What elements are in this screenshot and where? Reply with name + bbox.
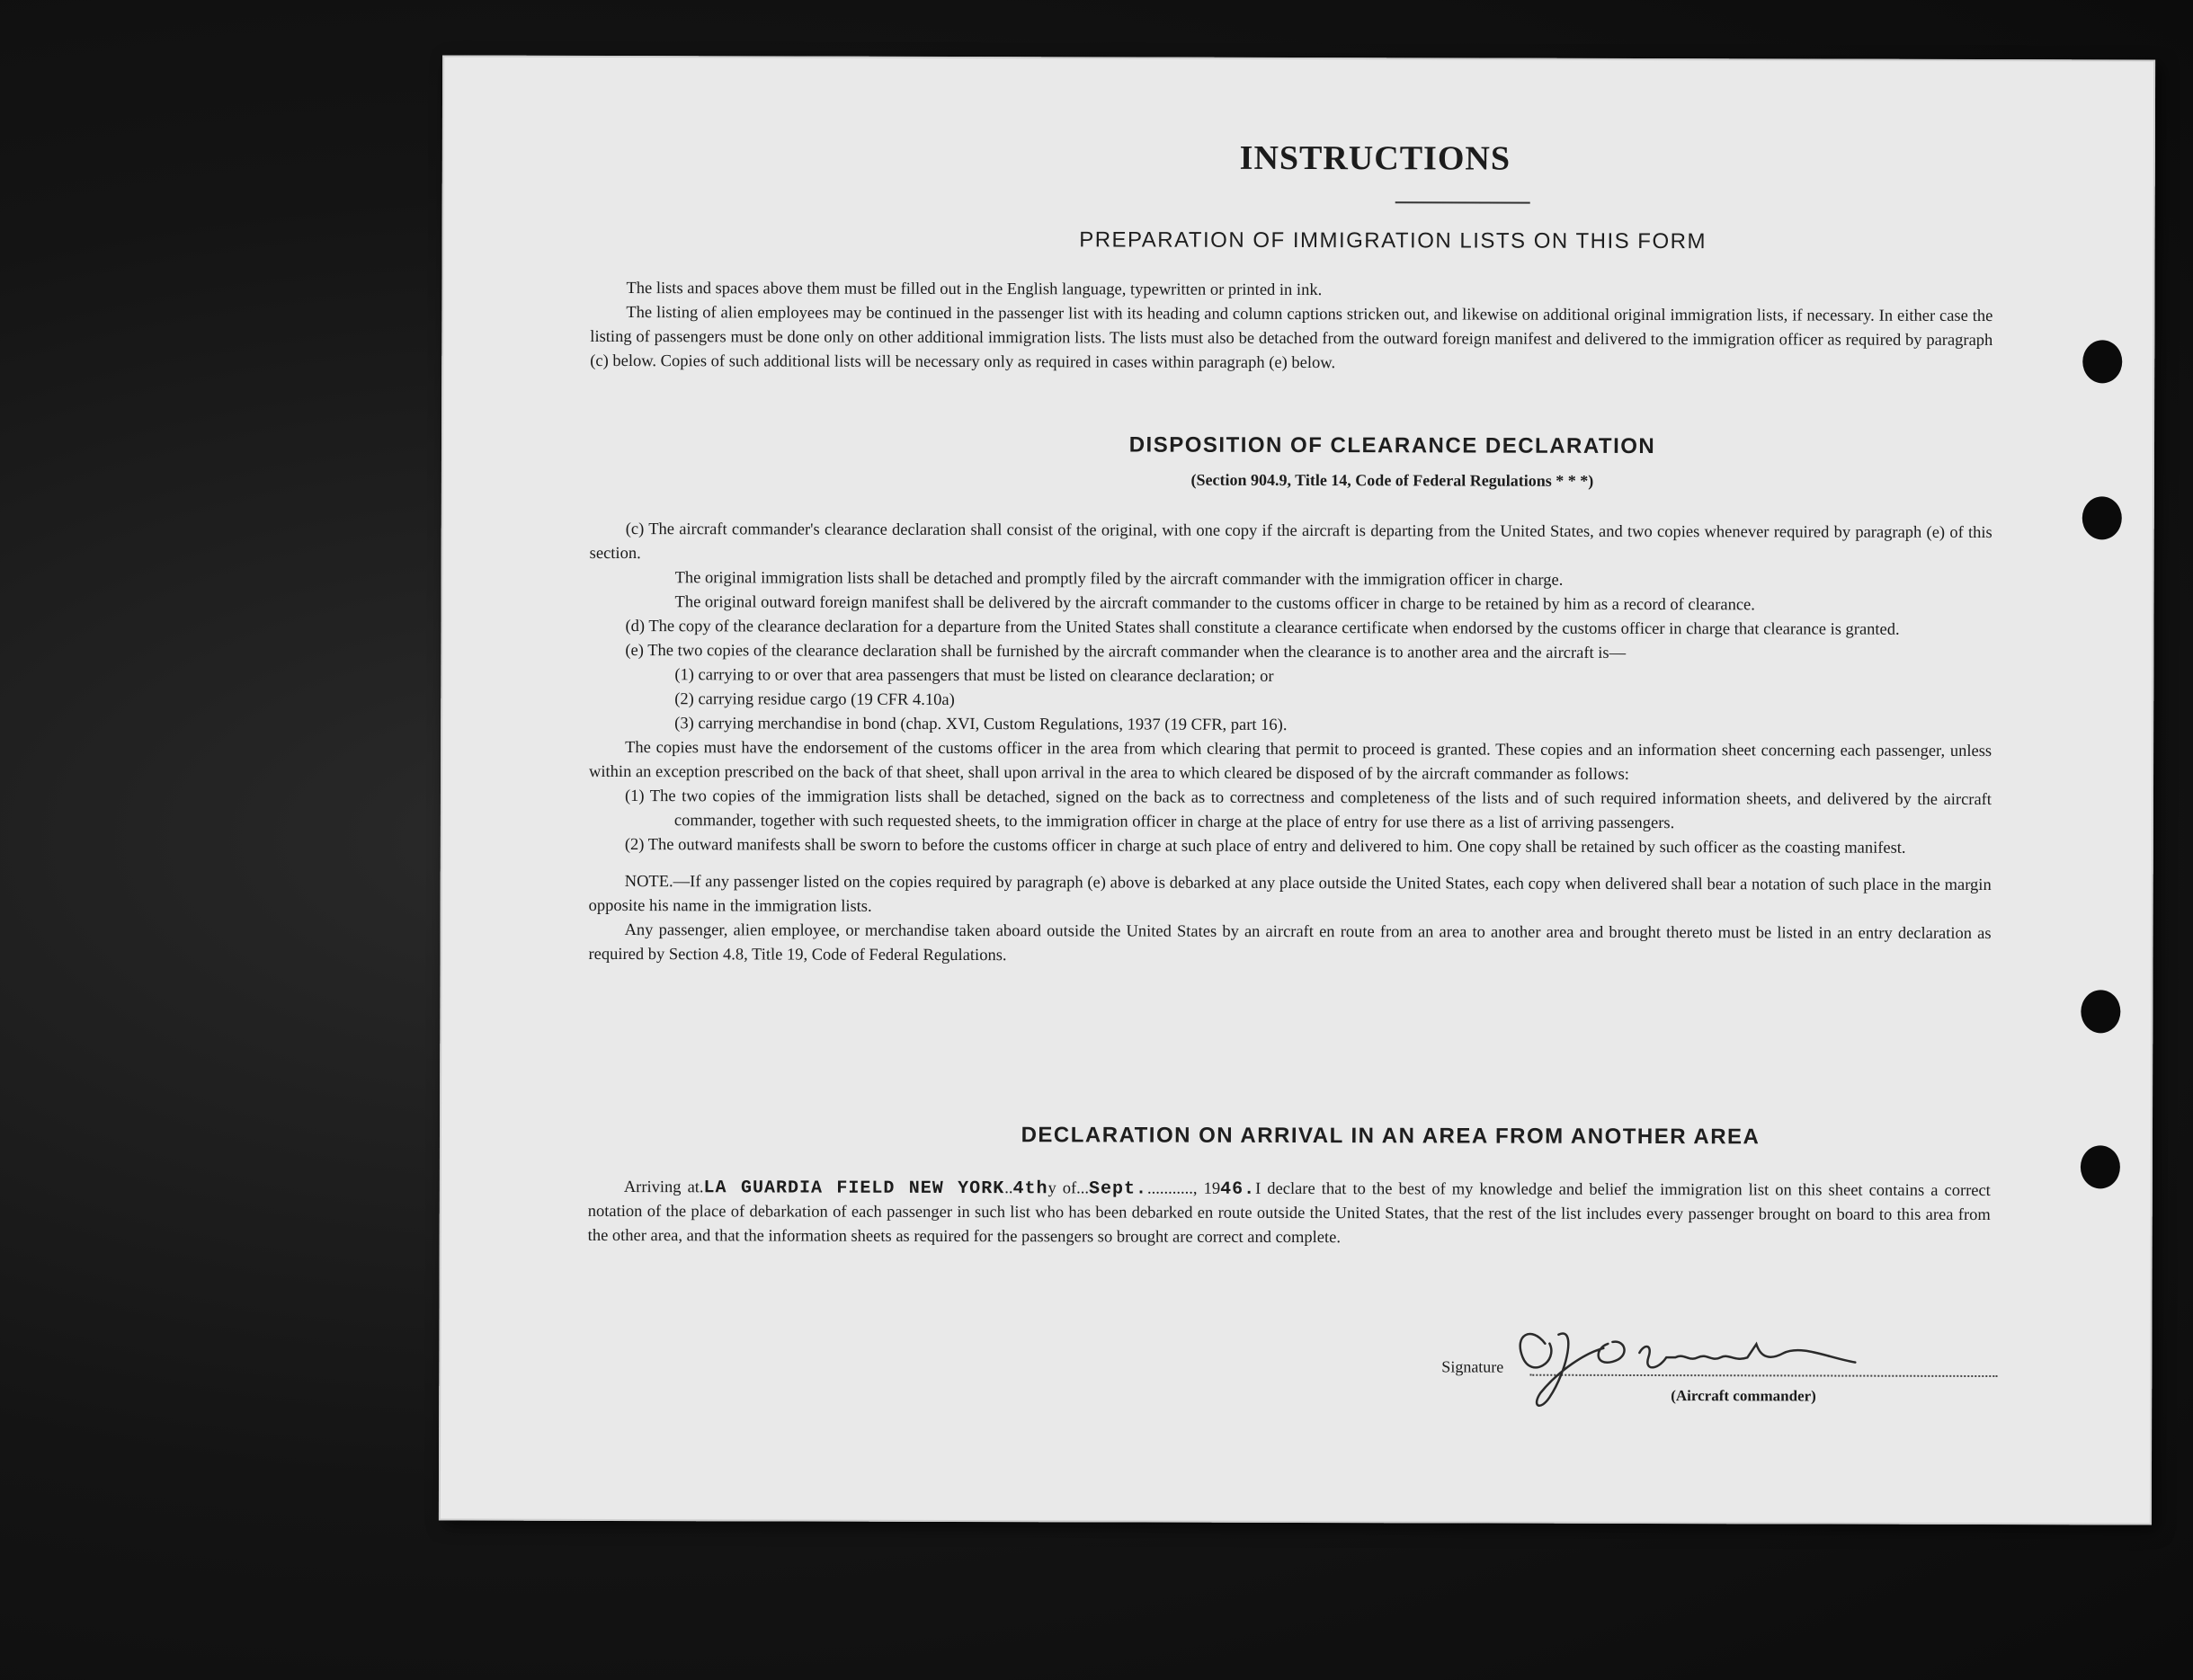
- section-disposition: [588, 518, 1992, 971]
- heading-preparation: PREPARATION OF IMMIGRATION LISTS ON THIS FORM: [1079, 227, 1707, 254]
- arrival-declaration: Arriving at.LA GUARDIA FIELD NEW YORK..4thy of...Sept............, 1946.I declare that to the best of my knowledge and belief the immigration list on this sheet contains a correct notation of the place of debarkation of each passenger in such list who has been debarked en route outside the United States, that the rest of the list includes every passenger brought on board to this area from the other area, and that the information sheets as required for the passengers so brought are correct and complete.: [587, 1178, 1991, 1248]
- paragraph: The lists and spaces above them must be filled out in the English language, typewritten or printed in ink.: [626, 280, 1323, 300]
- signature-role: (Aircraft commander): [1671, 1387, 1816, 1405]
- paragraph-c2: The original outward foreign manifest shall be delivered by the aircraft commander to the customs officer in charge to be retained by him as a record of clearance.: [674, 593, 1755, 615]
- arrival-place: LA GUARDIA FIELD NEW YORK: [703, 1178, 1005, 1200]
- title-underline: [1395, 201, 1530, 203]
- arrival-day-suffix: y of...: [1047, 1179, 1090, 1198]
- arrival-dots: ...........: [1147, 1179, 1193, 1198]
- handwritten-signature: [1459, 1307, 1873, 1425]
- paragraph-copies: The copies must have the endorsement of the customs officer in the area from which clearing that permit to proceed is granted. These copies and an information sheet concerning each passenger, unless within an exception prescribed on the back of that sheet, shall upon arrival in the area to which cleared be disposed of by the aircraft commander as follows:: [589, 739, 1992, 784]
- paragraph: The listing of alien employees may be continued in the passenger list with its heading and column captions stricken out, and likewise on additional original immigration lists, if necessary. In either case the listing of passengers must be done only on other additional immigration lists. The lists must also be detached from the outward foreign manifest and delivered to the immigration officer as required by paragraph (c) below. Copies of such additional lists will be necessary only as required in cases within paragraph (e) below.: [590, 304, 1993, 373]
- paragraph-c1: The original immigration lists shall be detached and promptly filed by the aircraft commander with the immigration officer in charge.: [674, 569, 1564, 590]
- section-preparation: [590, 277, 1992, 378]
- paragraph-f2: (2) The outward manifests shall be sworn to before the customs officer in charge at such place of entry and delivered to him. One copy shall be retained by such officer as the coasting manifest.: [624, 836, 1906, 858]
- paragraph-note: NOTE.—If any passenger listed on the copies required by paragraph (e) above is debarked at any place outside the United States, each copy when delivered shall bear a notation of such place in the margin opposite his name in the immigration lists.: [588, 873, 1992, 916]
- heading-disposition: DISPOSITION OF CLEARANCE DECLARATION: [1128, 432, 1656, 459]
- declaration-text: I declare that to the best of my knowledge and belief the immigration list on this sheet contains a correct notation of the place of debarkation of each passenger in such list who has been debarked en route outside the United States, that the rest of the list includes every passenger brought on board to this area from the other area, and that the information sheets as required for the passengers so brought are correct and complete.: [587, 1179, 1991, 1248]
- punch-hole: [2082, 340, 2122, 383]
- document-page: [439, 56, 2155, 1525]
- punch-hole: [2081, 990, 2120, 1033]
- section-declaration: [588, 1176, 1991, 1252]
- signature-label: Signature: [1441, 1357, 1504, 1376]
- arrival-year-prefix: , 19: [1192, 1179, 1221, 1198]
- arrival-month: Sept.: [1089, 1178, 1148, 1200]
- paragraph-any: Any passenger, alien employee, or merchandise taken aboard outside the United States by an aircraft en route from an area to another area and brought thereto must be listed in an entry declaration as required by Section 4.8, Title 19, Code of Federal Regulations.: [588, 921, 1992, 965]
- punch-hole: [2081, 1145, 2120, 1188]
- heading-declaration: DECLARATION ON ARRIVAL IN AN AREA FROM ANOTHER AREA: [1021, 1123, 1761, 1150]
- page-title: INSTRUCTIONS: [1239, 138, 1511, 178]
- paragraph-e: (e) The two copies of the clearance declaration shall be furnished by the aircraft commander when the clearance is to another area and the aircraft is—: [625, 642, 1627, 662]
- paragraph-f1: (1) The two copies of the immigration lists shall be detached, signed on the back as to correctness and completeness of the lists and of such required information sheets, and delivered by the aircraft commander, together with such requested sheets, to the immigration officer in charge at the place of entry for use there as a list of arriving passengers.: [624, 787, 1992, 833]
- paragraph-c: (c) The aircraft commander's clearance declaration shall consist of the original, with one copy if the aircraft is departing from the United States, and two copies whenever required by paragraph (e) of this section.: [589, 520, 1992, 564]
- paragraph-e3: (3) carrying merchandise in bond (chap. XVI, Custom Regulations, 1937 (19 CFR, part 16).: [674, 715, 1288, 734]
- arrival-year: 46.: [1220, 1178, 1256, 1200]
- paragraph-e2: (2) carrying residue cargo (19 CFR 4.10a): [674, 690, 955, 710]
- arriving-label: Arriving at.: [623, 1178, 704, 1197]
- punch-hole: [2082, 496, 2122, 539]
- signature-block: [1441, 1352, 1999, 1405]
- arrival-day: 4th: [1012, 1178, 1048, 1200]
- paragraph-e1: (1) carrying to or over that area passengers that must be listed on clearance declaration; or: [674, 666, 1274, 686]
- subheading-regulation: (Section 904.9, Title 14, Code of Federal Regulations * * *): [1190, 470, 1594, 490]
- paragraph-d: (d) The copy of the clearance declaration for a departure from the United States shall constitute a clearance certificate when endorsed by the customs officer in charge that clearance is granted.: [625, 618, 1900, 639]
